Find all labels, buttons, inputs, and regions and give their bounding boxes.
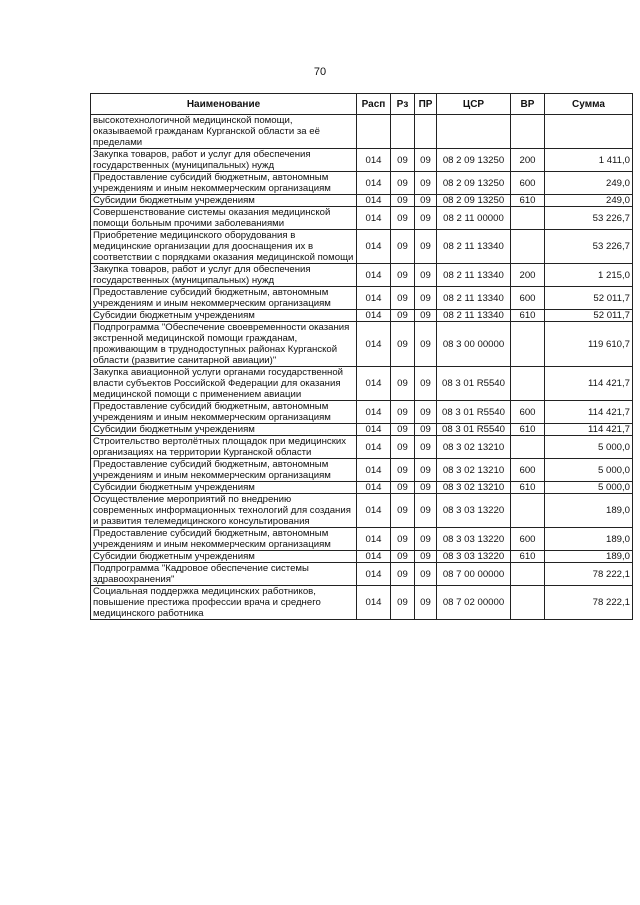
cell-sum: 1 411,0 [545, 149, 633, 172]
header-sum: Сумма [545, 94, 633, 115]
cell-pr [415, 115, 437, 149]
cell-name: Предоставление субсидий бюджетным, автономным учреждениям и иным некоммерческим организациям [91, 528, 357, 551]
cell-vr [511, 436, 545, 459]
cell-vr [511, 207, 545, 230]
cell-vr: 200 [511, 149, 545, 172]
table-row [91, 310, 633, 322]
cell-pr: 09 [415, 551, 437, 563]
cell-csr: 08 7 00 00000 [437, 563, 511, 586]
header-name: Наименование [91, 94, 357, 115]
cell-vr: 610 [511, 310, 545, 322]
cell-sum: 5 000,0 [545, 482, 633, 494]
cell-rz: 09 [391, 528, 415, 551]
cell-sum: 249,0 [545, 195, 633, 207]
cell-name: Социальная поддержка медицинских работников, повышение престижа профессии врача и среднего медицинского работника [91, 586, 357, 620]
cell-rz: 09 [391, 494, 415, 528]
table-row [91, 401, 633, 424]
cell-sum: 53 226,7 [545, 230, 633, 264]
cell-rasp [357, 115, 391, 149]
cell-sum: 114 421,7 [545, 367, 633, 401]
cell-rasp: 014 [357, 528, 391, 551]
table-row [91, 207, 633, 230]
cell-rz: 09 [391, 172, 415, 195]
cell-name: Субсидии бюджетным учреждениям [91, 424, 357, 436]
cell-vr: 600 [511, 459, 545, 482]
table-row [91, 264, 633, 287]
cell-pr: 09 [415, 195, 437, 207]
cell-pr: 09 [415, 310, 437, 322]
cell-csr: 08 2 11 13340 [437, 310, 511, 322]
cell-rasp: 014 [357, 287, 391, 310]
cell-rasp: 014 [357, 207, 391, 230]
cell-rasp: 014 [357, 563, 391, 586]
cell-pr: 09 [415, 586, 437, 620]
cell-csr: 08 3 02 13210 [437, 436, 511, 459]
cell-name: Совершенствование системы оказания медицинской помощи больным прочими заболеваниями [91, 207, 357, 230]
cell-sum: 114 421,7 [545, 424, 633, 436]
cell-sum [545, 115, 633, 149]
cell-pr: 09 [415, 322, 437, 367]
cell-pr: 09 [415, 230, 437, 264]
cell-csr: 08 3 01 R5540 [437, 367, 511, 401]
cell-vr: 610 [511, 195, 545, 207]
cell-csr: 08 7 02 00000 [437, 586, 511, 620]
cell-rz: 09 [391, 207, 415, 230]
cell-sum: 1 215,0 [545, 264, 633, 287]
cell-pr: 09 [415, 287, 437, 310]
cell-pr: 09 [415, 436, 437, 459]
table-row [91, 459, 633, 482]
cell-name: Закупка товаров, работ и услуг для обеспечения государственных (муниципальных) нужд [91, 264, 357, 287]
cell-vr [511, 322, 545, 367]
cell-vr [511, 230, 545, 264]
cell-rasp: 014 [357, 401, 391, 424]
cell-name: высокотехнологичной медицинской помощи, оказываемой гражданам Курганской области за её пределами [91, 115, 357, 149]
cell-vr: 600 [511, 528, 545, 551]
cell-rz [391, 115, 415, 149]
cell-pr: 09 [415, 494, 437, 528]
cell-vr: 610 [511, 482, 545, 494]
table-row [91, 322, 633, 367]
cell-name: Предоставление субсидий бюджетным, автономным учреждениям и иным некоммерческим организациям [91, 172, 357, 195]
table-row [91, 230, 633, 264]
table-row [91, 551, 633, 563]
table-row [91, 149, 633, 172]
cell-pr: 09 [415, 367, 437, 401]
cell-sum: 189,0 [545, 494, 633, 528]
cell-csr: 08 3 03 13220 [437, 551, 511, 563]
cell-vr [511, 494, 545, 528]
cell-csr: 08 2 11 13340 [437, 287, 511, 310]
cell-sum: 249,0 [545, 172, 633, 195]
cell-vr: 610 [511, 551, 545, 563]
cell-vr [511, 115, 545, 149]
cell-rz: 09 [391, 459, 415, 482]
table-row [91, 287, 633, 310]
cell-pr: 09 [415, 172, 437, 195]
cell-rasp: 014 [357, 172, 391, 195]
cell-rz: 09 [391, 264, 415, 287]
cell-rz: 09 [391, 586, 415, 620]
cell-pr: 09 [415, 563, 437, 586]
cell-csr: 08 3 00 00000 [437, 322, 511, 367]
cell-rz: 09 [391, 310, 415, 322]
header-vr: ВР [511, 94, 545, 115]
cell-name: Закупка авиационной услуги органами государственной власти субъектов Российской Федерации для оказания медицинской помощи с применением авиации [91, 367, 357, 401]
cell-csr: 08 2 09 13250 [437, 149, 511, 172]
cell-rasp: 014 [357, 494, 391, 528]
cell-rz: 09 [391, 436, 415, 459]
cell-rz: 09 [391, 149, 415, 172]
table-row [91, 436, 633, 459]
cell-csr: 08 3 02 13210 [437, 459, 511, 482]
table-row [91, 424, 633, 436]
cell-rz: 09 [391, 482, 415, 494]
cell-rasp: 014 [357, 424, 391, 436]
cell-csr: 08 3 03 13220 [437, 528, 511, 551]
table-row [91, 563, 633, 586]
cell-name: Субсидии бюджетным учреждениям [91, 195, 357, 207]
cell-rasp: 014 [357, 436, 391, 459]
page-number: 70 [313, 66, 327, 78]
table-row [91, 172, 633, 195]
cell-name: Подпрограмма "Обеспечение своевременности оказания экстренной медицинской помощи гражданам, проживающим в труднодоступных районах Курганской области (развитие санитарной авиации)" [91, 322, 357, 367]
cell-pr: 09 [415, 149, 437, 172]
cell-csr: 08 2 11 13340 [437, 264, 511, 287]
cell-sum: 5 000,0 [545, 459, 633, 482]
cell-vr: 600 [511, 287, 545, 310]
cell-csr: 08 2 09 13250 [437, 172, 511, 195]
cell-rz: 09 [391, 401, 415, 424]
cell-sum: 53 226,7 [545, 207, 633, 230]
cell-rasp: 014 [357, 310, 391, 322]
cell-sum: 114 421,7 [545, 401, 633, 424]
cell-rasp: 014 [357, 459, 391, 482]
cell-name: Субсидии бюджетным учреждениям [91, 482, 357, 494]
cell-sum: 52 011,7 [545, 310, 633, 322]
cell-sum: 119 610,7 [545, 322, 633, 367]
cell-vr [511, 367, 545, 401]
table-row [91, 195, 633, 207]
cell-rz: 09 [391, 367, 415, 401]
header-rz: Рз [391, 94, 415, 115]
cell-name: Субсидии бюджетным учреждениям [91, 551, 357, 563]
cell-name: Строительство вертолётных площадок при медицинских организациях на территории Курганской области [91, 436, 357, 459]
cell-vr [511, 563, 545, 586]
budget-table [90, 93, 633, 620]
cell-csr [437, 115, 511, 149]
cell-rasp: 014 [357, 551, 391, 563]
cell-name: Предоставление субсидий бюджетным, автономным учреждениям и иным некоммерческим организациям [91, 287, 357, 310]
cell-name: Предоставление субсидий бюджетным, автономным учреждениям и иным некоммерческим организациям [91, 459, 357, 482]
table-row [91, 115, 633, 149]
cell-pr: 09 [415, 207, 437, 230]
cell-csr: 08 3 02 13210 [437, 482, 511, 494]
cell-csr: 08 3 03 13220 [437, 494, 511, 528]
cell-name: Подпрограмма "Кадровое обеспечение системы здравоохранения" [91, 563, 357, 586]
cell-sum: 52 011,7 [545, 287, 633, 310]
cell-csr: 08 2 11 13340 [437, 230, 511, 264]
header-rasp: Расп [357, 94, 391, 115]
table-row [91, 528, 633, 551]
cell-csr: 08 2 11 00000 [437, 207, 511, 230]
cell-rz: 09 [391, 195, 415, 207]
cell-pr: 09 [415, 424, 437, 436]
header-pr: ПР [415, 94, 437, 115]
cell-sum: 189,0 [545, 528, 633, 551]
cell-vr: 600 [511, 172, 545, 195]
cell-sum: 5 000,0 [545, 436, 633, 459]
cell-vr [511, 586, 545, 620]
cell-rz: 09 [391, 322, 415, 367]
cell-vr: 610 [511, 424, 545, 436]
cell-rasp: 014 [357, 149, 391, 172]
cell-rz: 09 [391, 424, 415, 436]
cell-rz: 09 [391, 230, 415, 264]
cell-vr: 600 [511, 401, 545, 424]
cell-name: Закупка товаров, работ и услуг для обеспечения государственных (муниципальных) нужд [91, 149, 357, 172]
cell-csr: 08 3 01 R5540 [437, 401, 511, 424]
cell-name: Приобретение медицинского оборудования в медицинские организации для дооснащения их в соответствии с порядками оказания медицинской помощи [91, 230, 357, 264]
cell-name: Осуществление мероприятий по внедрению современных информационных технологий для создания и развития телемедицинского консультирования [91, 494, 357, 528]
table-row [91, 367, 633, 401]
table-header-row [91, 94, 633, 115]
cell-pr: 09 [415, 482, 437, 494]
cell-pr: 09 [415, 528, 437, 551]
cell-sum: 189,0 [545, 551, 633, 563]
table-row [91, 586, 633, 620]
cell-rasp: 014 [357, 322, 391, 367]
cell-rasp: 014 [357, 482, 391, 494]
cell-rasp: 014 [357, 586, 391, 620]
cell-csr: 08 3 01 R5540 [437, 424, 511, 436]
header-csr: ЦСР [437, 94, 511, 115]
cell-rasp: 014 [357, 230, 391, 264]
cell-rasp: 014 [357, 264, 391, 287]
cell-rasp: 014 [357, 367, 391, 401]
cell-pr: 09 [415, 401, 437, 424]
cell-name: Предоставление субсидий бюджетным, автономным учреждениям и иным некоммерческим организациям [91, 401, 357, 424]
table-row [91, 482, 633, 494]
cell-pr: 09 [415, 459, 437, 482]
cell-name: Субсидии бюджетным учреждениям [91, 310, 357, 322]
cell-pr: 09 [415, 264, 437, 287]
table-row [91, 494, 633, 528]
cell-rz: 09 [391, 563, 415, 586]
cell-rz: 09 [391, 287, 415, 310]
cell-vr: 200 [511, 264, 545, 287]
cell-rasp: 014 [357, 195, 391, 207]
cell-sum: 78 222,1 [545, 563, 633, 586]
cell-sum: 78 222,1 [545, 586, 633, 620]
cell-rz: 09 [391, 551, 415, 563]
cell-csr: 08 2 09 13250 [437, 195, 511, 207]
